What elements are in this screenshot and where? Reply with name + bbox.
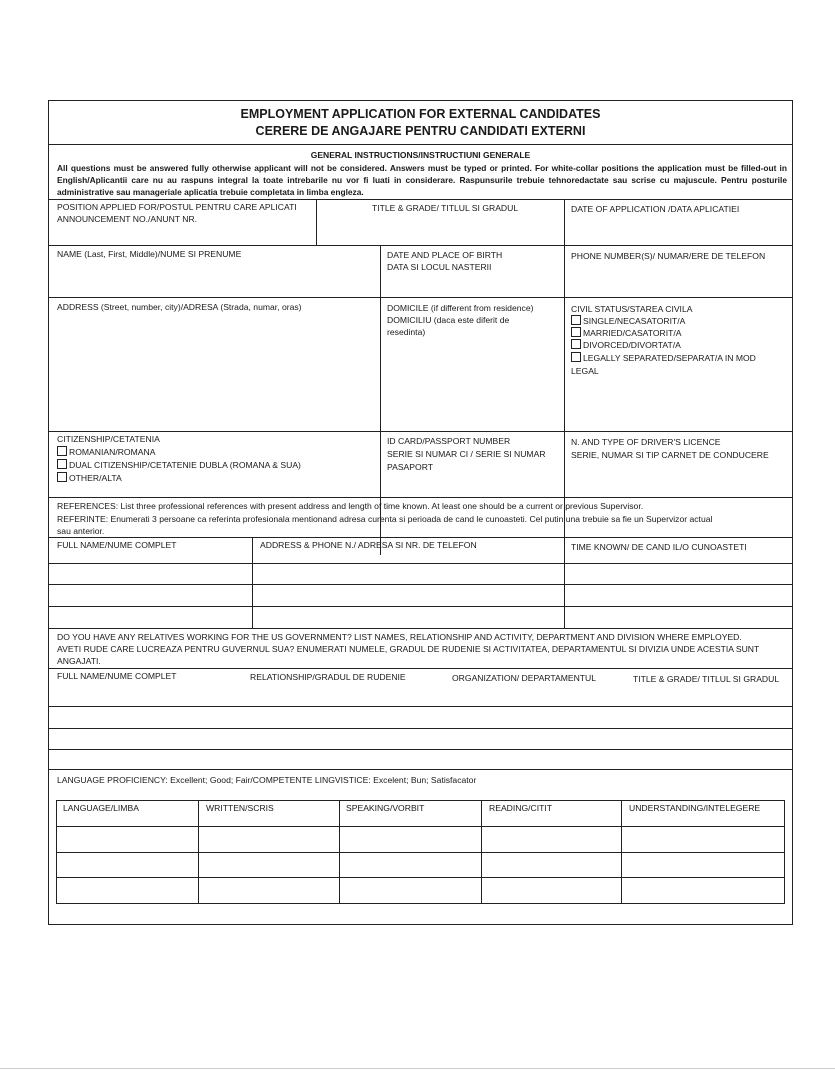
lang-col-language: LANGUAGE/LIMBA bbox=[63, 803, 139, 813]
position-applied-label: POSITION APPLIED FOR/POSTUL PENTRU CARE APLICATI bbox=[57, 202, 297, 212]
ref-col-address-phone: ADDRESS & PHONE N./ ADRESA SI NR. DE TELEFON bbox=[260, 540, 477, 550]
divider bbox=[49, 199, 792, 200]
lang-row-line bbox=[56, 826, 785, 827]
ref-col-time-known: TIME KNOWN/ DE CAND IL/O CUNOASTETI bbox=[571, 542, 747, 552]
references-intro-en: REFERENCES: List three professional references with present address and length of time known. At least one should be a current or previous Supervisor. bbox=[57, 501, 644, 511]
civil-status-heading: CIVIL STATUS/STAREA CIVILA bbox=[571, 304, 693, 314]
checkbox-icon[interactable] bbox=[571, 327, 581, 337]
rel-row-line bbox=[49, 749, 792, 750]
id-card-label: ID CARD/PASSPORT NUMBER bbox=[387, 436, 511, 446]
divider bbox=[564, 199, 565, 245]
id-card-label-ro-2: PASAPORT bbox=[387, 462, 434, 472]
divider bbox=[49, 537, 792, 538]
domicile-label: DOMICILE (if different from residence) bbox=[387, 303, 534, 313]
rel-row-line bbox=[49, 728, 792, 729]
civil-option-divorced-label: DIVORCED/DIVORTAT/A bbox=[583, 340, 681, 350]
title-grade-label: TITLE & GRADE/ TITLUL SI GRADUL bbox=[372, 203, 519, 213]
citizenship-option-romanian[interactable] bbox=[57, 446, 155, 458]
lang-col-written: WRITTEN/SCRIS bbox=[206, 803, 274, 813]
citizenship-option-other-label: OTHER/ALTA bbox=[69, 473, 122, 483]
relatives-question-ro-2: ANGAJATI. bbox=[57, 656, 101, 666]
divider bbox=[49, 628, 792, 629]
divider bbox=[49, 497, 792, 498]
id-card-label-ro: SERIE SI NUMAR CI / SERIE SI NUMAR bbox=[387, 449, 546, 459]
rel-row-line bbox=[49, 706, 792, 707]
civil-option-separated-cont: LEGAL bbox=[571, 366, 599, 376]
date-of-application-label: DATE OF APPLICATION /DATA APLICATIEI bbox=[571, 204, 740, 214]
ref-col-full-name: FULL NAME/NUME COMPLET bbox=[57, 540, 177, 550]
civil-option-single-label: SINGLE/NECASATORIT/A bbox=[583, 316, 686, 326]
checkbox-icon[interactable] bbox=[57, 459, 67, 469]
lang-col-understanding: UNDERSTANDING/INTELEGERE bbox=[629, 803, 761, 813]
civil-option-married[interactable] bbox=[571, 327, 682, 339]
divider bbox=[49, 668, 792, 669]
civil-option-single[interactable] bbox=[571, 315, 685, 327]
citizenship-option-dual[interactable] bbox=[57, 459, 301, 471]
divider bbox=[49, 297, 792, 298]
instructions-text: All questions must be answered fully otherwise applicant will not be considered. Answers must be typed or printed. For white-collar positions the application must be filled-out in English/Aplicantii care nu au raspuns integral la toate intrebarile nu vor fi luati in considerare. Raspunsurile trebuie tehnoredactate sau scrise cu majuscule. Pentru posturile administrative sau manageriale aplicatia trebuie completata in limba engleza. bbox=[57, 163, 787, 197]
name-label: NAME (Last, First, Middle)/NUME SI PRENUME bbox=[57, 249, 242, 259]
relatives-question-en: DO YOU HAVE ANY RELATIVES WORKING FOR THE US GOVERNMENT? LIST NAMES, RELATIONSHIP AND ACTIVITY, DEPARTMENT AND DIVISION WHERE EMPLOYED. bbox=[57, 632, 742, 642]
form-title-en: EMPLOYMENT APPLICATION FOR EXTERNAL CANDIDATES bbox=[240, 107, 601, 121]
ref-row-line bbox=[49, 563, 792, 564]
ref-row-line bbox=[49, 606, 792, 607]
divider bbox=[564, 537, 565, 629]
relatives-question-ro: AVETI RUDE CARE LUCREAZA PENTRU GUVERNUL SUA? ENUMERATI NUMELE, GRADUL DE RUDENIE SI ACTIVITATEA, DEPARTAMENTUL SI DIVIZIA UNDE ACESTIA SUNT bbox=[57, 644, 760, 654]
citizenship-option-dual-label: DUAL CITIZENSHIP/CETATENIE DUBLA (ROMANA & SUA) bbox=[69, 460, 301, 470]
citizenship-option-other[interactable] bbox=[57, 472, 122, 484]
civil-option-separated[interactable] bbox=[571, 352, 756, 364]
lang-row-line bbox=[56, 852, 785, 853]
citizenship-option-romanian-label: ROMANIAN/ROMANA bbox=[69, 447, 156, 457]
rel-col-relationship: RELATIONSHIP/GRADUL DE RUDENIE bbox=[250, 672, 406, 682]
checkbox-icon[interactable] bbox=[571, 352, 581, 362]
page-edge-rule bbox=[0, 1068, 835, 1069]
rel-col-organization: ORGANIZATION/ DEPARTAMENTUL bbox=[452, 673, 597, 683]
date-place-birth-label-ro: DATA SI LOCUL NASTERII bbox=[387, 262, 492, 272]
phone-label: PHONE NUMBER(S)/ NUMAR/ERE DE TELEFON bbox=[571, 251, 766, 261]
language-proficiency-heading: LANGUAGE PROFICIENCY: Excellent; Good; Fair/COMPETENTE LINGVISTICE: Excelent; Bun; Satisfacator bbox=[57, 775, 477, 785]
checkbox-icon[interactable] bbox=[57, 472, 67, 482]
divider bbox=[49, 245, 792, 246]
date-place-birth-label: DATE AND PLACE OF BIRTH bbox=[387, 250, 503, 260]
domicile-label-ro: DOMICILIU (daca este diferit de bbox=[387, 315, 510, 325]
references-intro-ro: REFERINTE: Enumerati 3 persoane ca referinta profesionala mentionand adresa curenta si perioada de cand le cunoasteti. Cel putin una trebuie sa fie un Supervizor actual bbox=[57, 514, 713, 524]
address-label: ADDRESS (Street, number, city)/ADRESA (Strada, numar, oras) bbox=[57, 302, 302, 312]
references-intro-ro-2: sau anterior. bbox=[57, 526, 105, 536]
divider bbox=[252, 537, 253, 629]
ref-row-line bbox=[49, 584, 792, 585]
divider bbox=[49, 769, 792, 770]
form-title-ro: CERERE DE ANGAJARE PENTRU CANDIDATI EXTERNI bbox=[255, 124, 586, 138]
lang-col-reading: READING/CITIT bbox=[489, 803, 553, 813]
rel-col-full-name: FULL NAME/NUME COMPLET bbox=[57, 671, 177, 681]
citizenship-heading: CITIZENSHIP/CETATENIA bbox=[57, 434, 160, 444]
domicile-label-ro-2: resedinta) bbox=[387, 327, 426, 337]
divider bbox=[49, 431, 792, 432]
divider bbox=[49, 144, 792, 145]
checkbox-icon[interactable] bbox=[57, 446, 67, 456]
drivers-licence-label-ro: SERIE, NUMAR SI TIP CARNET DE CONDUCERE bbox=[571, 450, 769, 460]
rel-col-title-grade: TITLE & GRADE/ TITLUL SI GRADUL bbox=[633, 674, 780, 684]
divider bbox=[316, 199, 317, 245]
instructions-heading: GENERAL INSTRUCTIONS/INSTRUCTIUNI GENERALE bbox=[310, 150, 531, 160]
announcement-no-label: ANNOUNCEMENT NO./ANUNT NR. bbox=[57, 214, 198, 224]
civil-option-married-label: MARRIED/CASATORIT/A bbox=[583, 328, 682, 338]
checkbox-icon[interactable] bbox=[571, 315, 581, 325]
application-form bbox=[48, 100, 793, 925]
lang-col-speaking: SPEAKING/VORBIT bbox=[346, 803, 425, 813]
checkbox-icon[interactable] bbox=[571, 339, 581, 349]
civil-option-separated-label: LEGALLY SEPARATED/SEPARAT/A IN MOD bbox=[583, 353, 756, 363]
drivers-licence-label: N. AND TYPE OF DRIVER'S LICENCE bbox=[571, 437, 721, 447]
lang-row-line bbox=[56, 877, 785, 878]
civil-option-divorced[interactable] bbox=[571, 339, 681, 351]
